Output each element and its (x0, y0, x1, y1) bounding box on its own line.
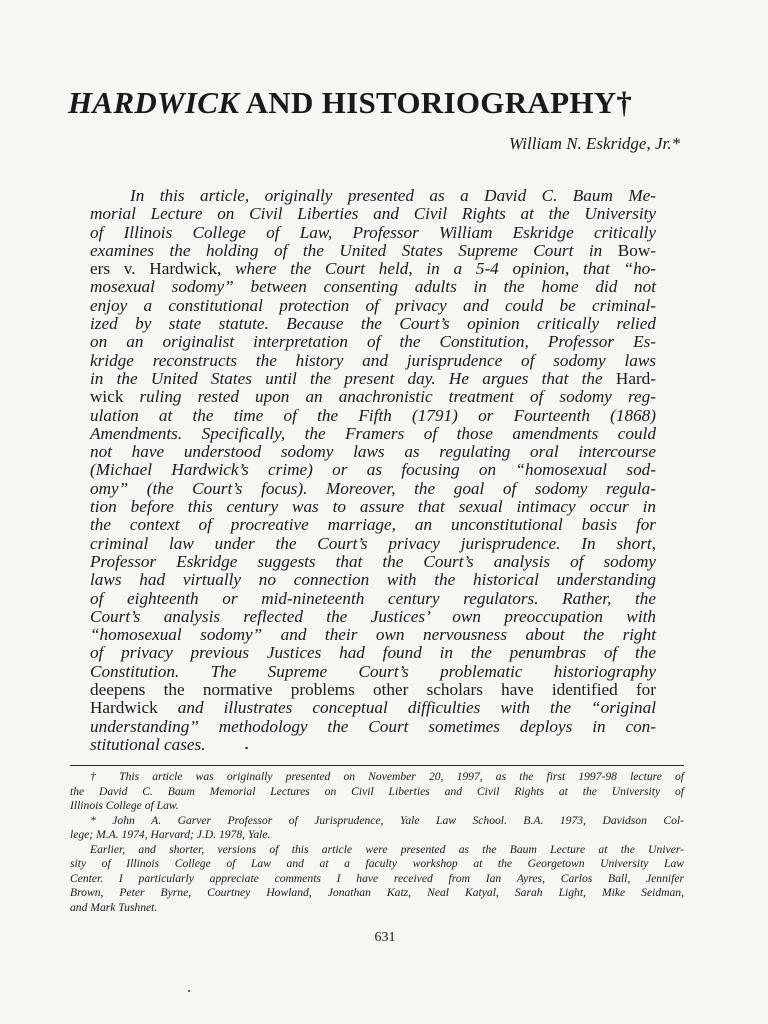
abstract-line: “homosexual sodomy” and their own nervousness about the right (90, 625, 656, 645)
abstract-line: not have understood sodomy laws as regulating oral intercourse (90, 442, 656, 462)
title-rest: AND HISTORIOGRAPHY† (239, 85, 633, 120)
abstract-line: ulation at the time of the Fifth (1791) or Fourteenth (1868) (90, 405, 656, 425)
footnote-line: Illinois College of Law. (70, 799, 179, 812)
abstract-line: of Illinois College of Law, Professor William Eskridge critically (90, 222, 656, 242)
abstract-line: Constitution. The Supreme Court’s problematic historiography (90, 661, 656, 681)
abstract-line: (Michael Hardwick’s crime) or as focusing on “homosexual sod- (90, 460, 656, 480)
abstract-line: Court’s analysis reflected the Justices’ own preoccupation with (90, 606, 656, 626)
abstract-line: Amendments. Specifically, the Framers of those amendments could (90, 423, 656, 443)
footnote-line: the David C. Baum Memorial Lectures on Civil Liberties and Civil Rights at the University of (70, 784, 684, 798)
abstract-line: enjoy a constitutional protection of privacy and could be criminal- (90, 295, 656, 315)
footnote-line: and Mark Tushnet. (70, 900, 158, 914)
abstract-line: criminal law under the Court’s privacy jurisprudence. In short, (90, 533, 656, 553)
abstract-line: laws had virtually no connection with the historical understanding (90, 570, 656, 590)
abstract-line: Hardwick and illustrates conceptual difficulties with the “original (90, 698, 656, 718)
abstract-line: on an originalist interpretation of the Constitution, Professor Es- (90, 332, 656, 352)
abstract-line: deepens the normative problems other scholars have identified for (90, 680, 656, 700)
author-byline: William N. Eskridge, Jr.* (509, 134, 680, 153)
article-title (68, 85, 708, 121)
abstract-line: morial Lecture on Civil Liberties and Civil Rights at the University (90, 204, 656, 224)
footnote-divider (70, 765, 684, 766)
footnote-line: Brown, Peter Byrne, Courtney Howland, Jonathan Katz, Neal Katyal, Sarah Light, Mike Seidman, (70, 886, 684, 899)
abstract-line: mosexual sodomy” between consenting adults in the home did not (90, 277, 656, 297)
scan-speck (245, 747, 248, 749)
scan-speck (188, 990, 190, 992)
title-italic-part: HARDWICK (68, 85, 240, 120)
abstract-line: ized by state statute. Because the Court’s opinion critically relied (90, 314, 656, 334)
abstract-line: stitutional cases. (90, 734, 206, 754)
abstract-line: in the United States until the present day. He argues that the Hard- (90, 368, 656, 388)
abstract-line: tion before this century was to assure that sexual intimacy occur in (90, 497, 656, 517)
footnotes (70, 770, 684, 915)
abstract-line: wick ruling rested upon an anachronistic treatment of sodomy reg- (90, 387, 656, 407)
footnote-line: Center. I particularly appreciate comments I have received from Ian Ayres, Carlos Ball, Jennifer (70, 871, 684, 885)
abstract-line: the context of procreative marriage, an unconstitutional basis for (90, 515, 656, 535)
footnote-line: lege; M.A. 1974, Harvard; J.D. 1978, Yale. (70, 828, 271, 841)
footnote-line: † This article was originally presented on November 20, 1997, as the first 1997-98 lecture of (90, 770, 684, 783)
abstract-line: kridge reconstructs the history and jurisprudence of sodomy laws (90, 350, 656, 370)
abstract-line: ers v. Hardwick, where the Court held, in a 5-4 opinion, that “ho- (90, 259, 656, 279)
abstract-line: examines the holding of the United States Supreme Court in Bow- (90, 240, 656, 260)
footnote-line: sity of Illinois College of Law and at a faculty workshop at the Georgetown University Law (70, 857, 684, 870)
abstract-line: of eighteenth or mid-nineteenth century regulators. Rather, the (90, 588, 656, 608)
page-number: 631 (374, 930, 396, 945)
footnote-line: Earlier, and shorter, versions of this article were presented as the Baum Lecture at the Univer- (90, 842, 684, 856)
abstract (90, 187, 656, 754)
abstract-line: Professor Eskridge suggests that the Court’s analysis of sodomy (90, 551, 656, 571)
abstract-line: understanding” methodology the Court sometimes deploys in con- (90, 716, 656, 736)
abstract-line: In this article, originally presented as a David C. Baum Me- (130, 186, 656, 205)
abstract-line: of privacy previous Justices had found in the penumbras of the (90, 643, 656, 663)
footnote-line: * John A. Garver Professor of Jurisprudence, Yale Law School. B.A. 1973, Davidson Col- (90, 813, 684, 827)
abstract-line: omy” (the Court’s focus). Moreover, the goal of sodomy regula- (90, 478, 656, 498)
